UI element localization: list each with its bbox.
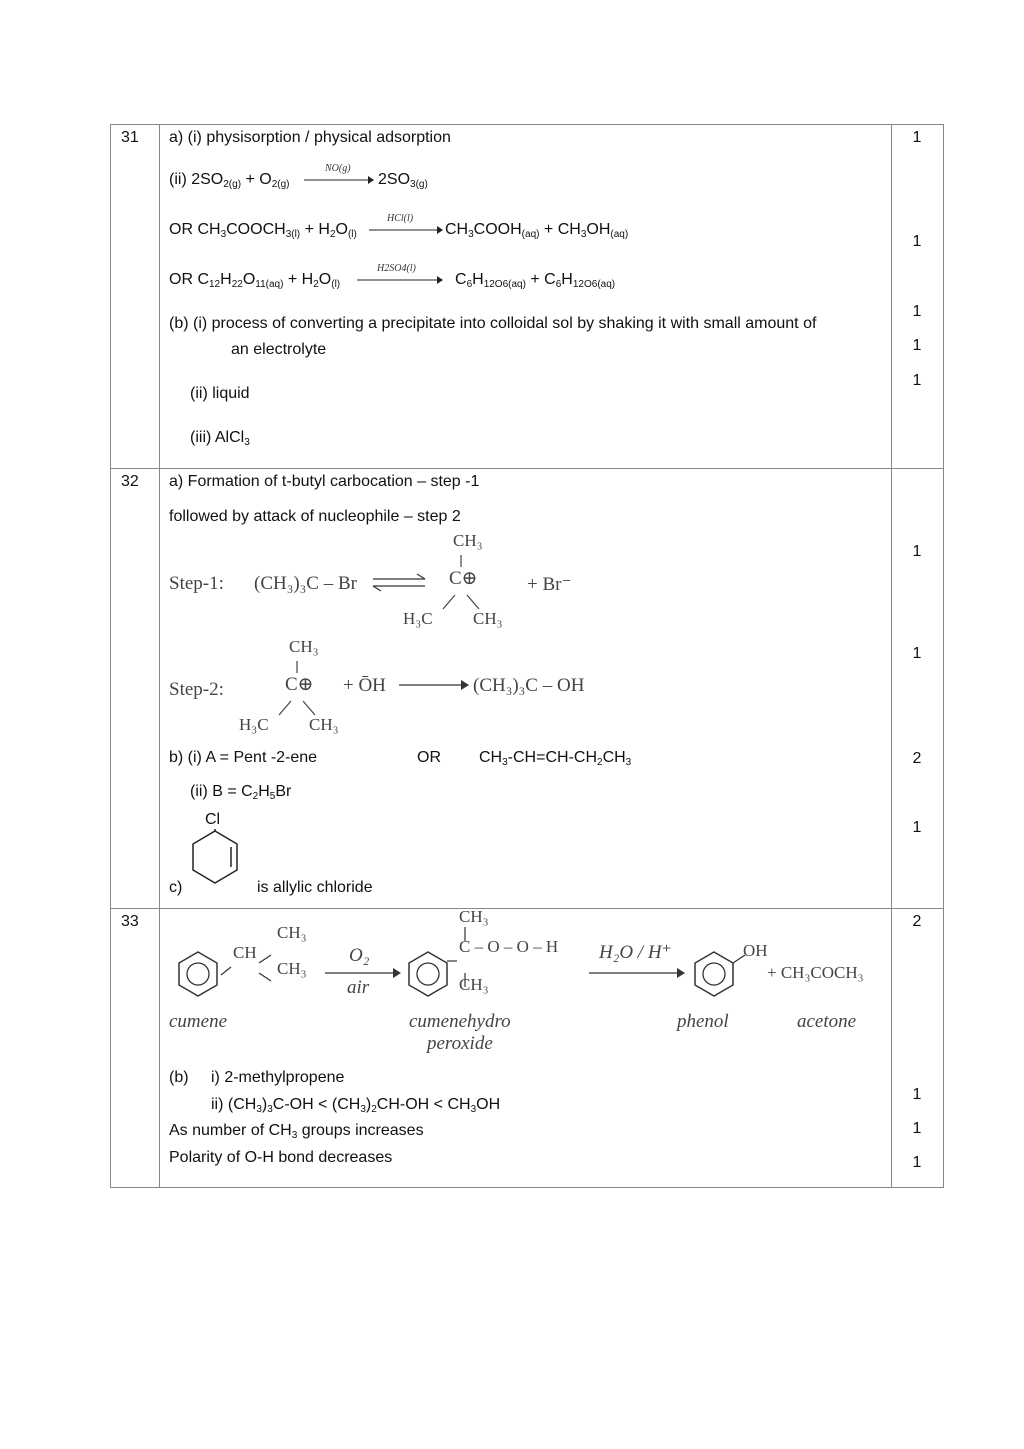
arrow-condition: NO(g) bbox=[325, 163, 351, 174]
text-fragment: + CH bbox=[539, 221, 581, 238]
text-fragment: COOH bbox=[473, 221, 522, 238]
text-fragment: CH-OH < CH bbox=[376, 1096, 471, 1113]
answer-line: is allylic chloride bbox=[257, 879, 373, 896]
text-fragment: ) bbox=[261, 1096, 268, 1113]
text-fragment: C bbox=[455, 271, 467, 288]
hydroperoxide-chain: C – O – O – H bbox=[459, 937, 559, 956]
answer-line: followed by attack of nucleophile – step 2 bbox=[169, 508, 461, 525]
ch3-label: CH₃ bbox=[459, 975, 489, 994]
answer-line bbox=[211, 1096, 500, 1115]
text-fragment: 2SO bbox=[378, 171, 411, 188]
text-fragment: 2(g) bbox=[271, 179, 290, 190]
ch-label: CH bbox=[233, 943, 257, 962]
answer-line bbox=[190, 783, 291, 802]
mark: 1 bbox=[912, 543, 922, 560]
text-fragment: 6 bbox=[555, 279, 562, 290]
text-fragment: OH bbox=[586, 221, 611, 238]
or-label: OR bbox=[417, 749, 441, 766]
answer-line: b) (i) A = Pent -2-ene bbox=[169, 749, 318, 766]
table-row-32 bbox=[110, 468, 944, 909]
hydroxyl-label: OH bbox=[743, 941, 768, 960]
text-fragment: groups increases bbox=[297, 1122, 424, 1139]
text-fragment: H bbox=[258, 783, 270, 800]
text-fragment: + H bbox=[300, 221, 330, 238]
equation-product bbox=[378, 171, 428, 190]
text-fragment: H bbox=[561, 271, 573, 288]
question-number: 32 bbox=[121, 473, 139, 490]
text-fragment: 3 bbox=[256, 1104, 262, 1115]
step2-product: (CH₃)₃C – OH bbox=[473, 675, 585, 696]
mark: 1 bbox=[912, 129, 922, 146]
reaction-arrow bbox=[589, 967, 685, 979]
mark: 1 bbox=[912, 337, 922, 354]
text-fragment: CH bbox=[602, 749, 626, 766]
text-fragment: (aq) bbox=[521, 229, 540, 240]
text-fragment: 12O6(aq) bbox=[572, 279, 616, 290]
hydroxide-ion: + ŌH bbox=[343, 675, 386, 696]
answer-cell bbox=[159, 469, 892, 908]
text-fragment: O bbox=[318, 271, 332, 288]
text-fragment: 3 bbox=[580, 229, 587, 240]
ch3-label: CH₃ bbox=[289, 637, 319, 656]
carbocation-bonds bbox=[261, 657, 341, 719]
arrow-condition: HCl(l) bbox=[387, 213, 414, 224]
allylic-chloride-structure bbox=[187, 829, 243, 893]
text-fragment: (ii) 2SO bbox=[169, 171, 224, 188]
reagent-label: O₂ bbox=[349, 945, 370, 966]
answer-line: Polarity of O-H bond decreases bbox=[169, 1149, 393, 1166]
reaction-arrow bbox=[369, 225, 443, 235]
mark: 1 bbox=[912, 233, 922, 250]
text-fragment: 11(aq) bbox=[255, 279, 284, 290]
step-label: Step-1: bbox=[169, 573, 224, 594]
text-fragment: + H bbox=[283, 271, 314, 288]
question-number-cell bbox=[111, 469, 160, 908]
ch3-label: CH₃ bbox=[277, 923, 307, 942]
compound-name: phenol bbox=[677, 1011, 729, 1032]
mark: 1 bbox=[912, 645, 922, 662]
text-fragment: 3(g) bbox=[410, 179, 428, 190]
carbocation-center: C⊕ bbox=[449, 568, 478, 589]
mark: 2 bbox=[912, 750, 922, 767]
bromide-ion: + Br⁻ bbox=[527, 574, 572, 595]
text-fragment: 3 bbox=[470, 1104, 477, 1115]
question-number-cell bbox=[111, 909, 160, 1187]
reaction-arrow bbox=[357, 275, 443, 285]
text-fragment: 12 bbox=[209, 279, 221, 290]
text-fragment: H bbox=[220, 271, 232, 288]
step1-reactant: (CH₃)₃C – Br bbox=[254, 573, 357, 594]
text-fragment: 2 bbox=[329, 229, 336, 240]
text-fragment: + C bbox=[525, 271, 556, 288]
mark: 1 bbox=[912, 372, 922, 389]
compound-name: acetone bbox=[797, 1011, 857, 1032]
mark: 1 bbox=[912, 819, 922, 836]
equation-product bbox=[445, 221, 628, 240]
text-fragment: OR CH bbox=[169, 221, 221, 238]
question-number: 33 bbox=[121, 913, 139, 930]
answer-cell bbox=[159, 125, 892, 468]
reagent-label: air bbox=[347, 977, 370, 998]
answer-cell bbox=[159, 909, 892, 1187]
text-fragment: Br bbox=[275, 783, 292, 800]
text-fragment: COOCH bbox=[226, 221, 286, 238]
carbocation-bonds bbox=[425, 551, 505, 613]
text-fragment: -CH=CH-CH bbox=[507, 749, 597, 766]
reaction-arrow bbox=[304, 175, 374, 185]
text-fragment: 2 bbox=[313, 279, 319, 290]
text-fragment: (ii) B = C bbox=[190, 783, 253, 800]
text-fragment: (iii) AlCl bbox=[190, 429, 245, 446]
answer-line: an electrolyte bbox=[231, 341, 327, 358]
text-fragment: 2 bbox=[252, 791, 259, 802]
text-fragment: 22 bbox=[231, 279, 243, 290]
text-fragment: ) bbox=[365, 1096, 372, 1113]
marks-cell bbox=[891, 909, 943, 1187]
equation-line bbox=[169, 171, 290, 190]
text-fragment: (l) bbox=[331, 279, 341, 290]
text-fragment: CH bbox=[445, 221, 469, 238]
mark: 2 bbox=[912, 913, 922, 930]
table-row-33 bbox=[110, 908, 944, 1188]
text-fragment: 3 bbox=[360, 1104, 366, 1115]
mark: 1 bbox=[912, 1086, 922, 1103]
text-fragment: 3(l) bbox=[285, 229, 301, 240]
text-fragment: 2 bbox=[597, 757, 603, 768]
text-fragment: H bbox=[472, 271, 484, 288]
text-fragment: O bbox=[335, 221, 348, 238]
text-fragment: (l) bbox=[347, 229, 357, 240]
answer-line: i) 2-methylpropene bbox=[211, 1069, 345, 1086]
ch3-label: CH₃ bbox=[453, 531, 483, 550]
isopropyl-bonds bbox=[217, 949, 283, 993]
step-label: Step-2: bbox=[169, 679, 224, 700]
ch3-label: CH₃ bbox=[473, 609, 503, 628]
answer-line: a) (i) physisorption / physical adsorption bbox=[169, 129, 451, 146]
text-fragment: O bbox=[242, 271, 256, 288]
acetone-formula: + CH₃COCH₃ bbox=[767, 963, 864, 982]
marks-cell bbox=[891, 469, 943, 908]
text-fragment: (aq) bbox=[610, 229, 629, 240]
compound-name: cumene bbox=[169, 1011, 228, 1032]
benzene-ring-icon bbox=[691, 949, 751, 999]
reaction-arrow bbox=[399, 679, 469, 691]
text-fragment: 3 bbox=[502, 757, 508, 768]
h3c-label: H₃C bbox=[403, 609, 433, 628]
text-fragment: CH bbox=[479, 749, 503, 766]
carbocation-center: C⊕ bbox=[285, 674, 314, 695]
reagent-label: H₂O / H⁺ bbox=[599, 942, 672, 963]
h3c-label: H₃C bbox=[239, 715, 269, 734]
text-fragment: 5 bbox=[269, 791, 276, 802]
text-fragment: 2(g) bbox=[223, 179, 242, 190]
mark: 1 bbox=[912, 1120, 922, 1137]
text-fragment: As number of CH bbox=[169, 1122, 292, 1139]
part-label: (b) bbox=[169, 1069, 189, 1086]
equation-product bbox=[455, 271, 615, 290]
answer-line: a) Formation of t-butyl carbocation – step -1 bbox=[169, 473, 480, 490]
question-number: 31 bbox=[121, 129, 139, 146]
equilibrium-arrow bbox=[371, 573, 427, 593]
answer-line: (ii) liquid bbox=[190, 385, 250, 402]
ch3-label: CH₃ bbox=[459, 907, 489, 926]
equation-line bbox=[169, 221, 357, 240]
answer-line bbox=[169, 1122, 424, 1141]
text-fragment: 2 bbox=[371, 1104, 377, 1115]
mark: 1 bbox=[912, 1154, 922, 1171]
table-row-31 bbox=[110, 124, 944, 469]
text-fragment: 3 bbox=[468, 229, 474, 240]
marks-cell bbox=[891, 125, 943, 468]
text-fragment: 6 bbox=[466, 279, 473, 290]
compound-name: peroxide bbox=[427, 1033, 493, 1054]
text-fragment: 3 bbox=[267, 1104, 273, 1115]
arrow-condition: H2SO4(l) bbox=[377, 263, 416, 274]
text-fragment: 3 bbox=[220, 229, 227, 240]
answer-line bbox=[190, 429, 250, 448]
chlorine-label: Cl bbox=[205, 811, 221, 828]
compound-name: cumenehydro bbox=[409, 1011, 511, 1032]
text-fragment: 3 bbox=[625, 757, 632, 768]
text-fragment: C-OH < (CH bbox=[272, 1096, 361, 1113]
equation-line bbox=[169, 271, 340, 290]
text-fragment: 3 bbox=[244, 437, 250, 448]
question-number-cell bbox=[111, 125, 160, 468]
answer-formula bbox=[479, 749, 631, 768]
part-label: c) bbox=[169, 879, 183, 896]
ch3-label: CH₃ bbox=[309, 715, 339, 734]
text-fragment: ii) (CH bbox=[211, 1096, 257, 1113]
text-fragment: 3 bbox=[291, 1130, 298, 1141]
mark: 1 bbox=[912, 303, 922, 320]
text-fragment: 12O6(aq) bbox=[483, 279, 526, 290]
text-fragment: OR C bbox=[169, 271, 209, 288]
answer-line: (b) (i) process of converting a precipitate into colloidal sol by shaking it with small amount of bbox=[169, 315, 817, 332]
text-fragment: + O bbox=[241, 171, 272, 188]
ch3-label: CH₃ bbox=[277, 959, 307, 978]
text-fragment: OH bbox=[476, 1096, 501, 1113]
benzene-ring-icon bbox=[175, 949, 221, 999]
